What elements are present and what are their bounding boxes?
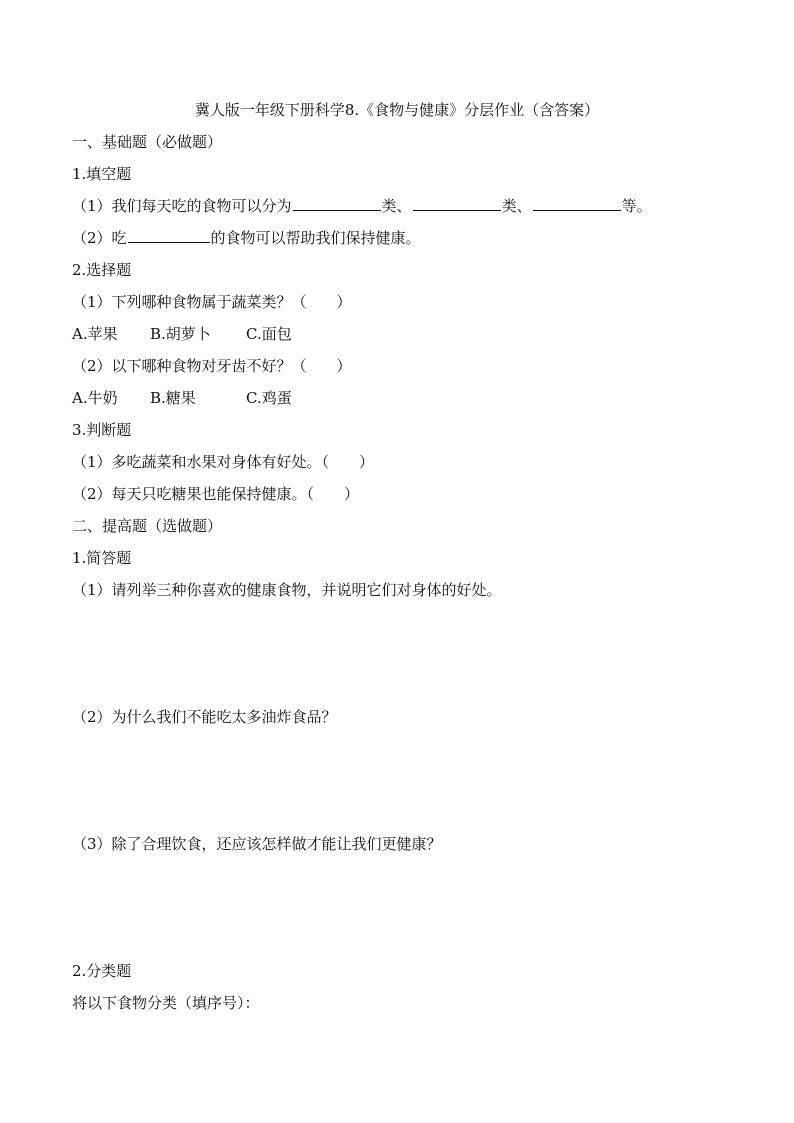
classify-instruction: 将以下食物分类（填序号）：	[72, 994, 260, 1012]
option-c[interactable]: C.鸡蛋	[246, 389, 292, 407]
classify-heading: 2.分类题	[72, 962, 132, 980]
judge-question-2: （2）每天只吃糖果也能保持健康。（ ）	[72, 485, 360, 503]
option-b[interactable]: B.胡萝卜	[150, 325, 211, 343]
fill-q1-sep2: 类、	[501, 197, 532, 215]
choice-question-2: （2）以下哪种食物对牙齿不好？（ ）	[72, 357, 352, 375]
section-1-heading: 一、基础题（必做题）	[72, 133, 223, 151]
choice-question-1: （1）下列哪种食物属于蔬菜类？（ ）	[72, 293, 352, 311]
short-answer-question-3: （3）除了合理饮食，还应该怎样做才能让我们更健康？	[72, 835, 442, 853]
fill-in-heading: 1.填空题	[72, 165, 132, 183]
answer-blank[interactable]	[128, 228, 210, 243]
answer-blank[interactable]	[293, 196, 381, 211]
fill-q1-end: 等。	[621, 197, 652, 215]
fill-in-question-2	[72, 228, 421, 248]
short-answer-question-1: （1）请列举三种你喜欢的健康食物，并说明它们对身体的好处。	[72, 581, 502, 599]
document-title: 冀人版一年级下册科学8.《食物与健康》分层作业（含答案）	[194, 101, 600, 119]
choice-heading: 2.选择题	[72, 261, 132, 279]
short-answer-question-2: （2）为什么我们不能吃太多油炸食品？	[72, 708, 337, 726]
section-2-heading: 二、提高题（选做题）	[72, 517, 223, 535]
fill-q2-end: 的食物可以帮助我们保持健康。	[210, 229, 421, 247]
choice-q2-options	[72, 388, 292, 408]
fill-q2-prefix: （2）吃	[72, 229, 127, 247]
judge-heading: 3.判断题	[72, 421, 132, 439]
short-answer-heading: 1.简答题	[72, 549, 132, 567]
option-a[interactable]: A.牛奶	[72, 389, 118, 407]
fill-in-question-1	[72, 196, 652, 216]
answer-blank[interactable]	[413, 196, 501, 211]
fill-q1-sep1: 类、	[381, 197, 412, 215]
judge-question-1: （1）多吃蔬菜和水果对身体有好处。（ ）	[72, 453, 375, 471]
fill-q1-prefix: （1）我们每天吃的食物可以分为	[72, 197, 292, 215]
answer-blank[interactable]	[533, 196, 621, 211]
option-b[interactable]: B.糖果	[150, 389, 196, 407]
option-c[interactable]: C.面包	[246, 325, 292, 343]
choice-q1-options	[72, 324, 292, 344]
option-a[interactable]: A.苹果	[72, 325, 118, 343]
